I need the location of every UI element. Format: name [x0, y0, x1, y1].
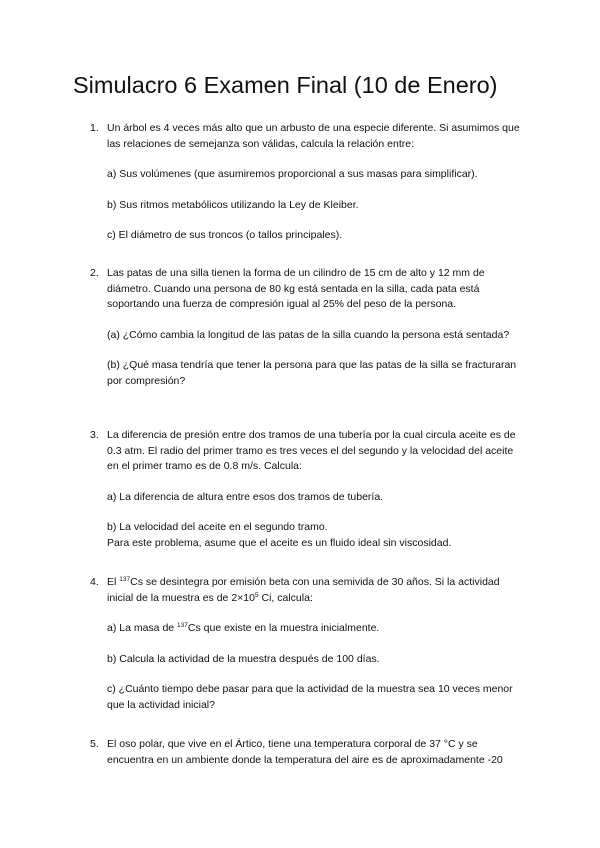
- question-part: a) La diferencia de altura entre esos dos tramos de tubería.: [107, 490, 384, 503]
- question-number: 1.: [90, 122, 99, 134]
- question-number: 5.: [90, 738, 99, 750]
- question-stem: El oso polar, que vive en el Ártico, tiene una temperatura corporal de 37 °C y se encuentra en un ambiente donde la temperatura del aire es de aproximadamente -20: [107, 738, 503, 766]
- question-part: c) ¿Cuánto tiempo debe pasar para que la actividad de la muestra sea 10 veces menor que la actividad inicial?: [107, 683, 513, 711]
- question-part: c) El diámetro de sus troncos (o tallos principales).: [107, 229, 343, 242]
- exponent: 5: [254, 591, 259, 599]
- question-stem: La diferencia de presión entre dos tramos de una tubería por la cual circula aceite es de 0.3 atm. El radio del primer tramo es tres veces el del segundo y la velocidad del aceite en el primer tramo es de 0.8 m/s. Calcula:: [107, 429, 516, 473]
- question-part: (a) ¿Cómo cambia la longitud de las patas de la silla cuando la persona está sentada?: [107, 328, 510, 341]
- question-part: b) Calcula la actividad de la muestra después de 100 días.: [107, 652, 380, 665]
- question-stem: Las patas de una silla tienen la forma de un cilindro de 15 cm de alto y 12 mm de diámetro. Cuando una persona de 80 kg está sentada en la silla, cada pata está soportando una fuerza de compresión igual al 25% del peso de la persona.: [107, 267, 485, 311]
- isotope-mass-number: 137: [177, 622, 188, 630]
- question-note: Para este problema, asume que el aceite es un fluido ideal sin viscosidad.: [107, 536, 452, 549]
- page-title: Simulacro 6 Examen Final (10 de Enero): [73, 72, 498, 98]
- isotope-mass-number: 137: [119, 576, 131, 583]
- question-stem: El $^{137}$Cs se desintegra por emisión beta con una semivida de 30 años. Si la actividad inicial de la muestra es de $2\times 10^5$ Ci, calcula:: [107, 576, 500, 604]
- question-part: b) Sus ritmos metabólicos utilizando la Ley de Kleiber.: [107, 198, 359, 211]
- question-part: (b) ¿Qué masa tendría que tener la persona para que las patas de la silla se fracturaran por compresión?: [107, 359, 517, 387]
- question-part: b) La velocidad del aceite en el segundo tramo.: [107, 521, 328, 534]
- question-part: a) La masa de $^{137}$Cs que existe en la muestra inicialmente.: [107, 622, 380, 635]
- question-part: a) Sus volúmenes (que asumiremos proporcional a sus masas para simplificar).: [107, 168, 478, 181]
- question-number: 4.: [90, 576, 99, 588]
- question-number: 2.: [90, 267, 99, 279]
- question-number: 3.: [90, 429, 99, 441]
- question-stem: Un árbol es 4 veces más alto que un arbusto de una especie diferente. Si asumimos que las relaciones de semejanza son válidas, calcula la relación entre:: [107, 122, 520, 150]
